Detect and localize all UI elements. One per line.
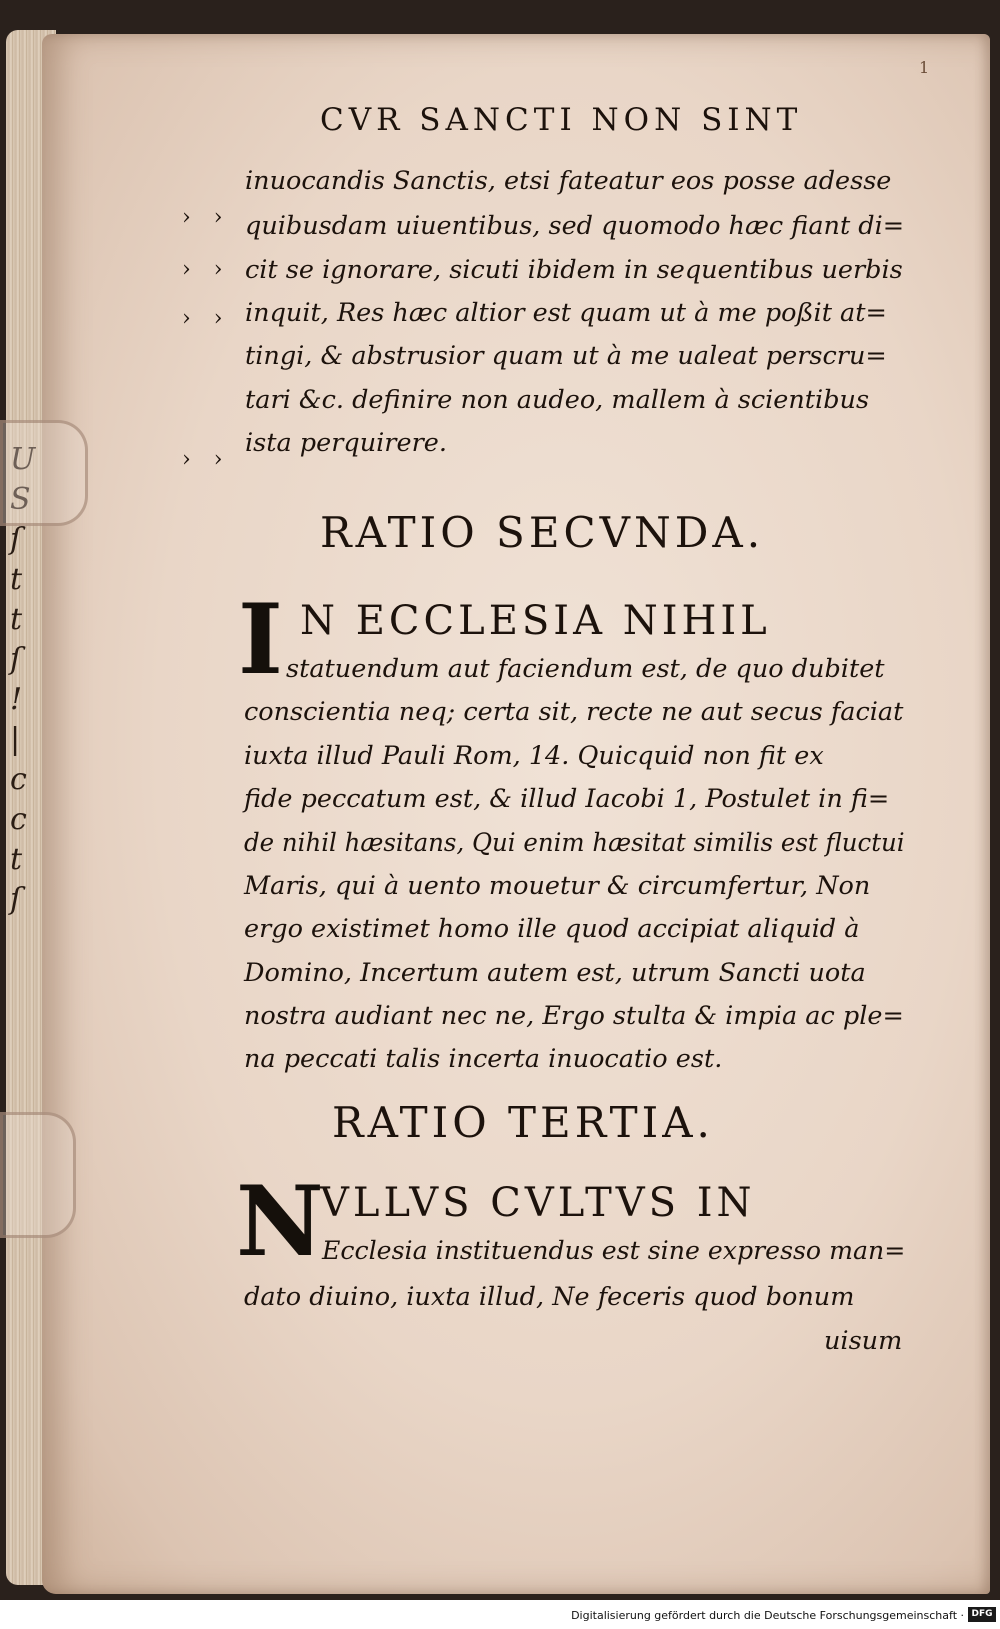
text-line: cit se ignorare, sicuti ibidem in sequentibus uerbis [245,255,903,285]
fragment: ! [10,682,23,717]
folio-mark: 1 [919,58,930,77]
text-line: fide peccatum est, & illud Iacobi 1, Postulet in fi= [244,784,890,814]
running-head: CVR SANCTI NON SINT [320,102,803,138]
text-line: nostra audiant nec ne, Ergo stulta & impia ac ple= [244,1001,904,1031]
text-line: inuocandis Sanctis, etsi fateatur eos posse adesse [245,166,892,196]
text-line: Domino, Incertum autem est, utrum Sancti uota [244,958,866,988]
fragment: U [10,442,36,477]
margin-quote-mark: › › [182,205,231,230]
text-line: inquit, Res hæc altior est quam ut à me poßit at= [245,298,887,328]
fragment: | [10,722,21,757]
margin-quote-mark: › › [182,306,231,331]
text-line: dato diuino, iuxta illud, Ne feceris quod bonum [244,1282,855,1312]
dfg-logo: DFG [968,1607,996,1622]
text-line: quibusdam uiuentibus, sed quomodo hæc fiant di= [245,211,905,241]
margin-quote-mark: › › [182,447,231,472]
capital-line: VLLVS CVLTVS IN [320,1180,756,1226]
text-line: Ecclesia instituendus est sine expresso man= [322,1236,906,1266]
text-line: na peccati talis incerta inuocatio est. [244,1044,723,1074]
fragment: c [10,802,27,837]
text-line: ista perquirere. [245,428,447,458]
fragment: ſ [10,522,22,557]
section-heading: RATIO SECVNDA. [320,508,765,557]
catchword: uisum [824,1326,903,1356]
footer-credit: Digitalisierung gefördert durch die Deutsche Forschungsgemeinschaft · [571,1609,964,1622]
text-line: conscientia neq; certa sit, recte ne aut secus faciat [244,697,904,727]
text-line: iuxta illud Pauli Rom, 14. Quicquid non fit ex [244,741,824,771]
fragment: ſ [10,882,22,917]
text-line: ergo existimet homo ille quod accipiat aliquid à [244,914,860,944]
drop-capital: I [238,583,283,696]
drop-capital: N [236,1165,324,1278]
fragment: t [10,562,23,597]
text-line: de nihil hæsitans, Qui enim hæsitat similis est fluctui [244,828,905,858]
fragment: t [10,602,23,637]
footer-bar [0,1600,1000,1629]
text-line: tingi, & abstrusior quam ut à me ualeat perscru= [245,341,887,371]
fragment: ſ [10,642,22,677]
fragment: c [10,762,27,797]
capital-line: N ECCLESIA NIHIL [300,598,771,644]
text-line: Maris, qui à uento mouetur & circumfertur, Non [244,871,871,901]
text-line: tari &c. definire non audeo, mallem à scientibus [245,385,870,415]
fragment: t [10,842,23,877]
text-line: statuendum aut faciendum est, de quo dubitet [286,654,885,684]
margin-quote-mark: › › [182,257,231,282]
section-heading: RATIO TERTIA. [332,1098,714,1147]
fragment: S [10,482,31,517]
